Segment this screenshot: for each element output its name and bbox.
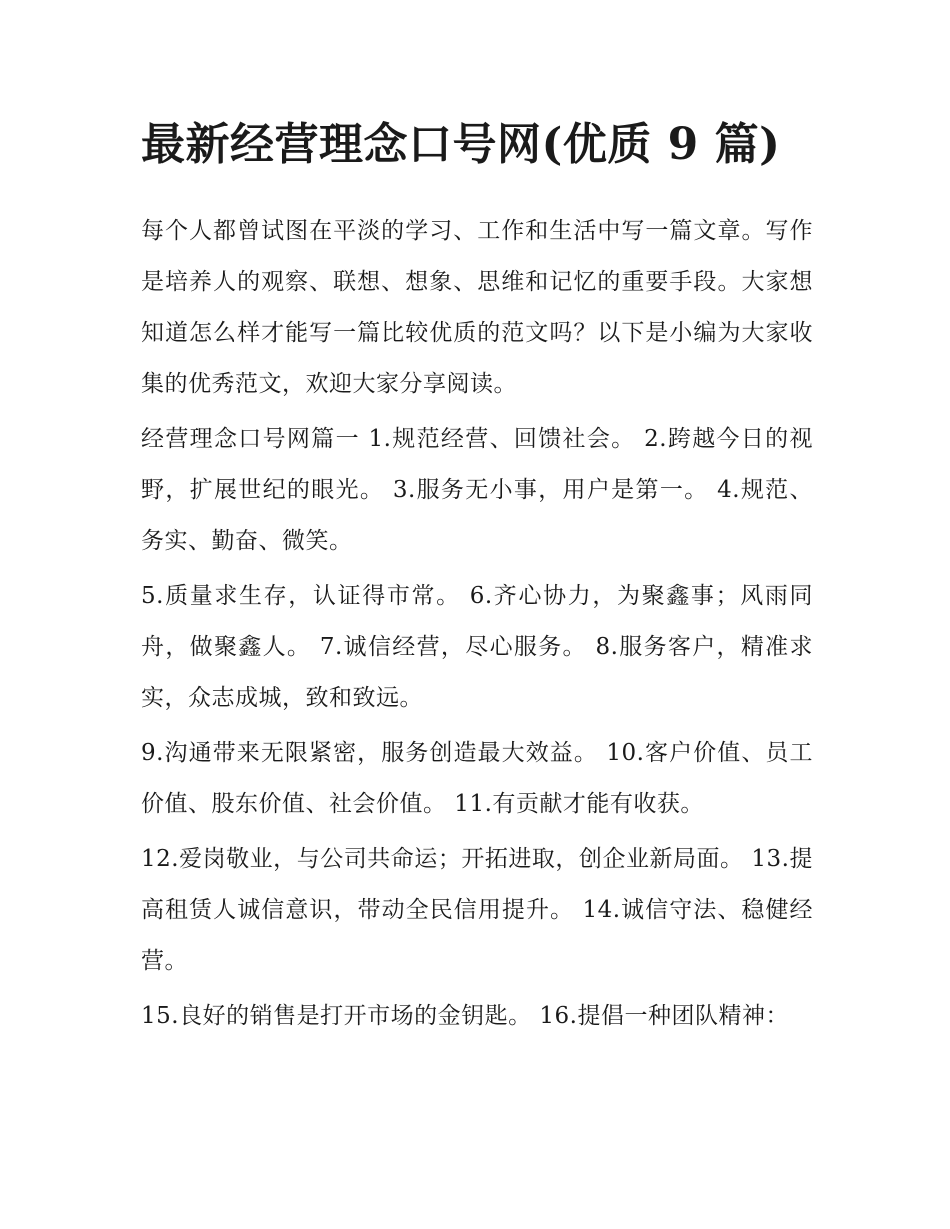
slogan-paragraph-1: 经营理念口号网篇一 1.规范经营、回馈社会。 2.跨越今日的视野，扩展世纪的眼光。 3.服务无小事，用户是第一。 4.规范、务实、勤奋、微笑。 — [141, 426, 813, 554]
slogan-paragraph-3: 9.沟通带来无限紧密，服务创造最大效益。 10.客户价值、员工价值、股东价值、社会价值。 11.有贡献才能有收获。 — [141, 740, 813, 817]
slogan-paragraph-4: 12.爱岗敬业，与公司共命运；开拓进取，创企业新局面。 13.提高租赁人诚信意识，带动全民信用提升。 14.诚信守法、稳健经营。 — [141, 846, 813, 974]
slogan-paragraph-2: 5.质量求生存，认证得市常。 6.齐心协力，为聚鑫事；风雨同舟，做聚鑫人。 7.诚信经营，尽心服务。 8.服务客户，精准求实，众志成城，致和致远。 — [141, 583, 813, 711]
document-body — [141, 108, 813, 1046]
slogan-paragraph-5: 15.良好的销售是打开市场的金钥匙。 16.提倡一种团队精神： — [141, 1003, 789, 1029]
intro-paragraph: 每个人都曾试图在平淡的学习、工作和生活中写一篇文章。写作是培养人的观察、联想、想象、思维和记忆的重要手段。大家想知道怎么样才能写一篇比较优质的范文吗？以下是小编为大家收集的优秀范文，欢迎大家分享阅读。 — [141, 218, 813, 397]
document-title: 最新经营理念口号网(优质 9 篇) — [141, 119, 781, 170]
